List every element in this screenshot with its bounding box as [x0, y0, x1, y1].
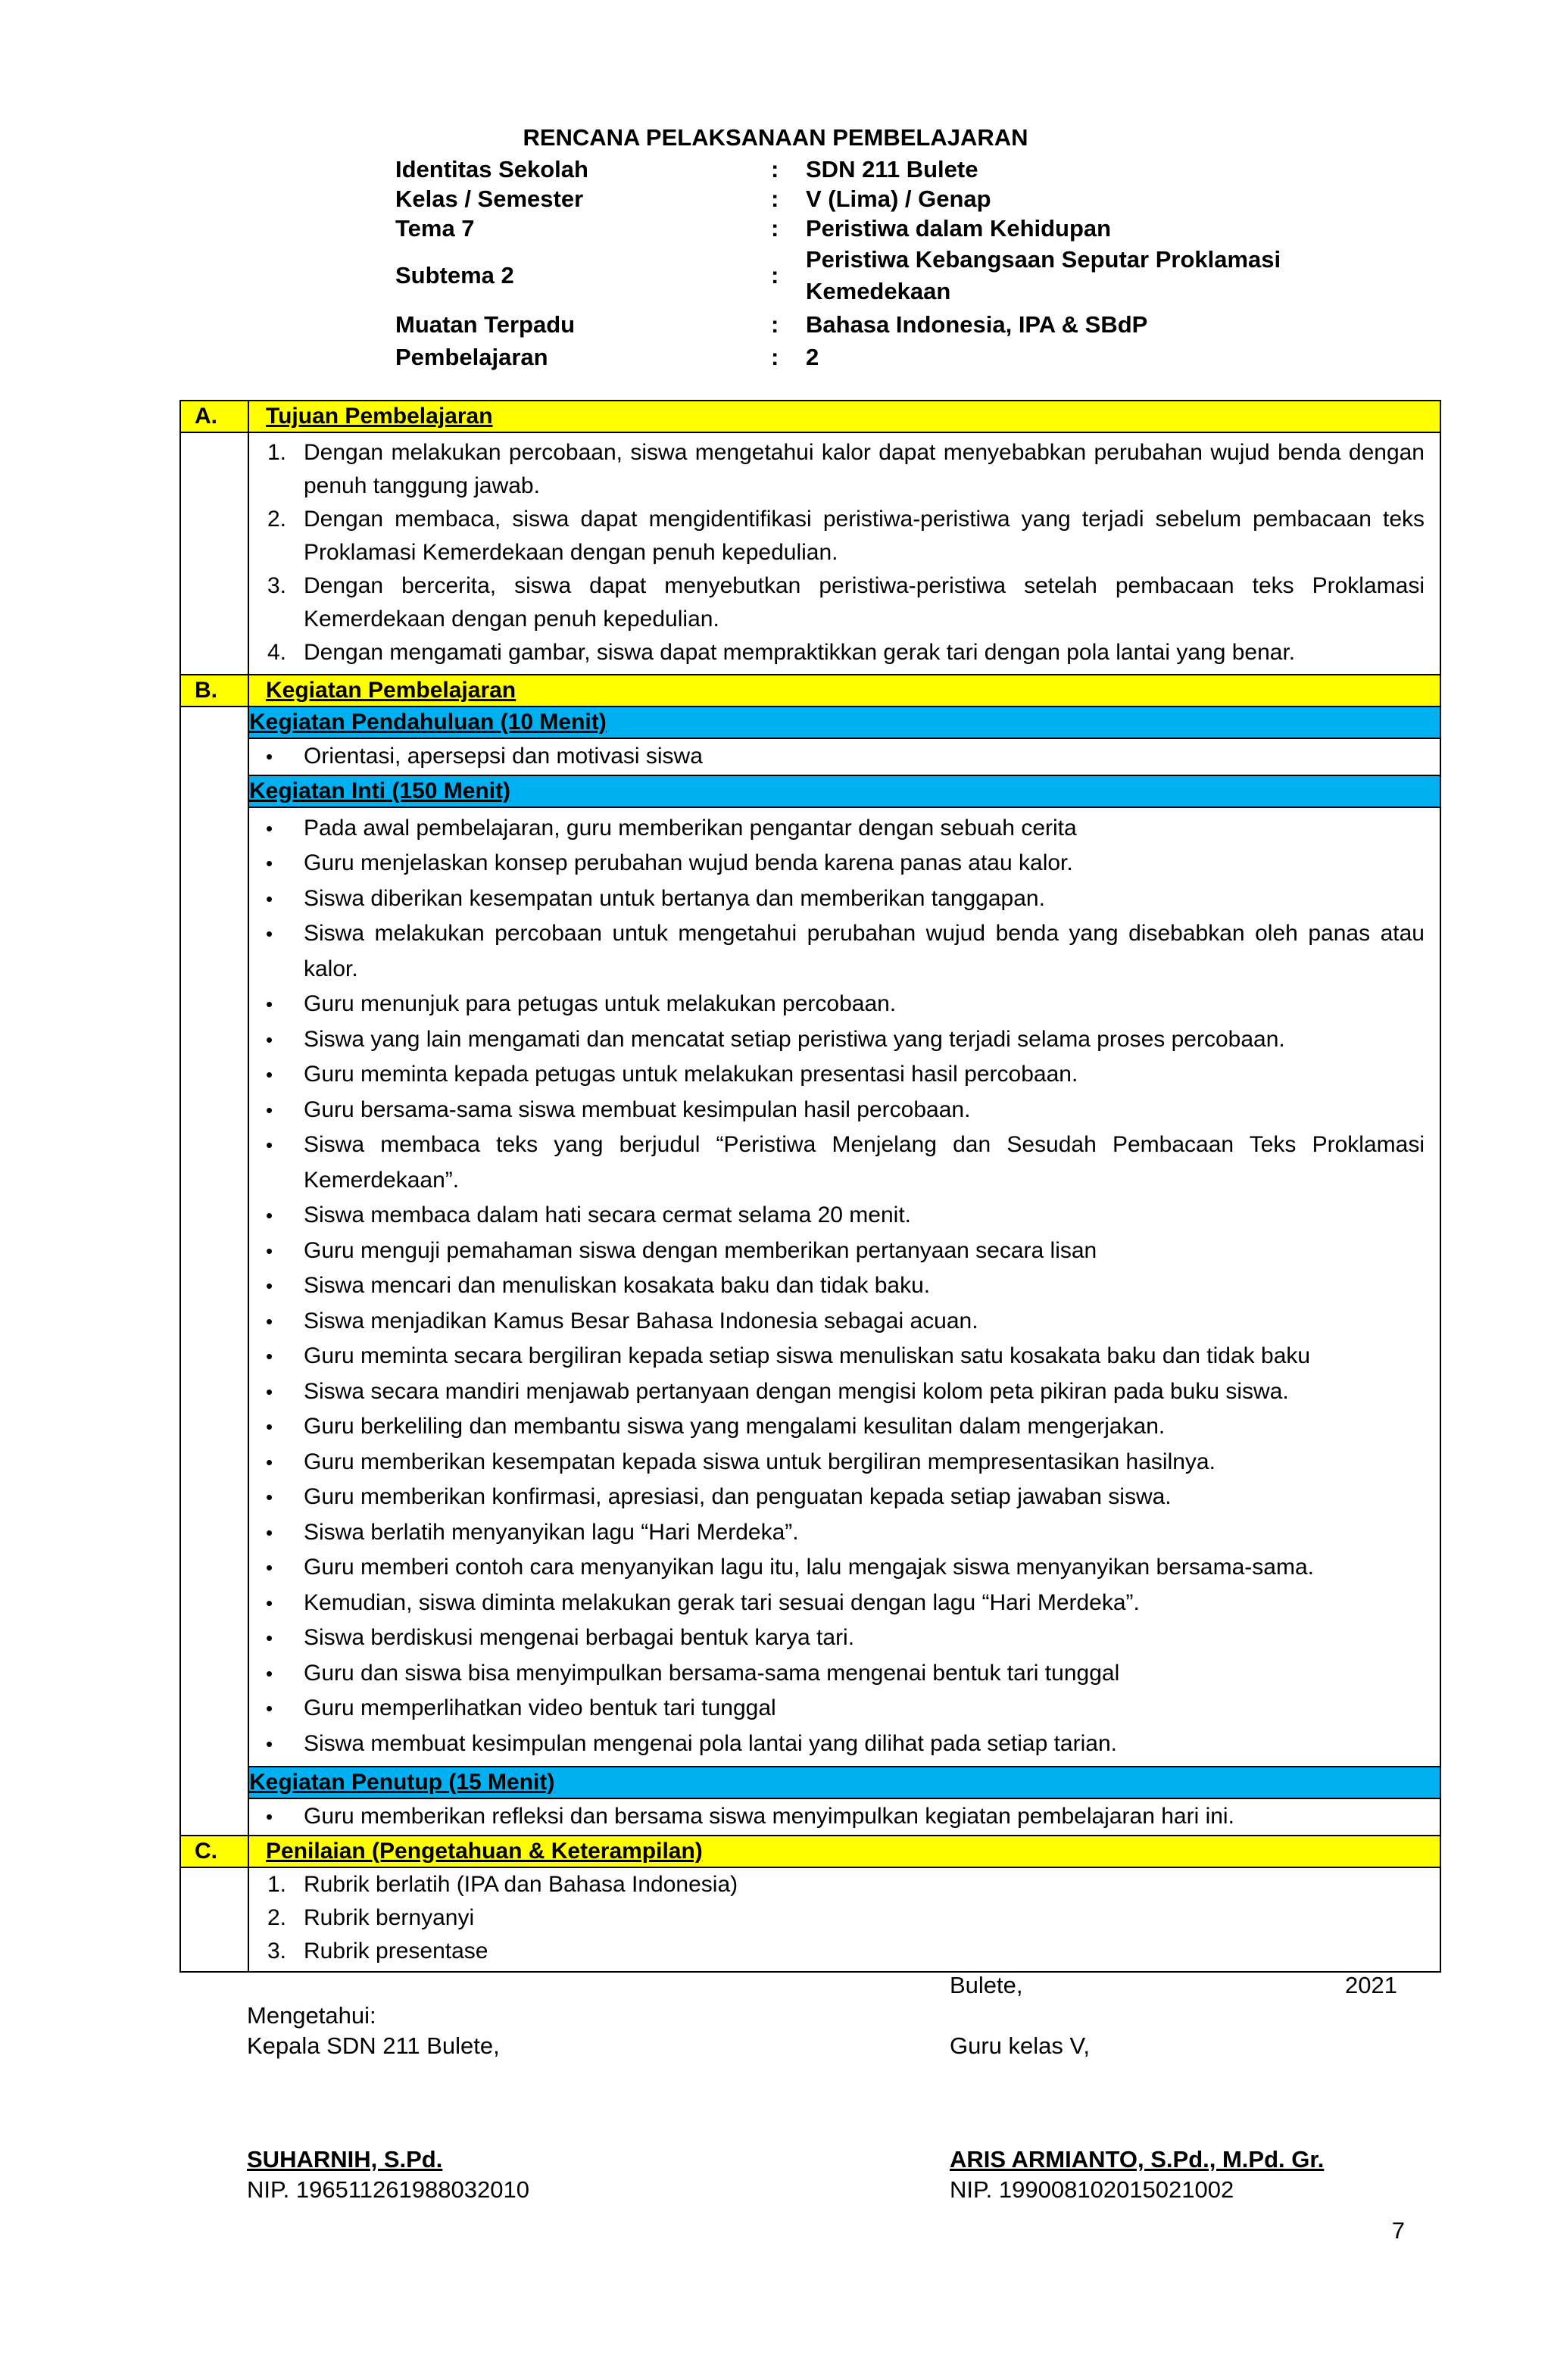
inti-body	[180, 807, 1440, 1767]
list-item	[249, 1057, 1440, 1093]
list-item	[249, 846, 1440, 881]
bullet-icon: •	[266, 1732, 273, 1755]
identity-row	[395, 185, 1334, 214]
item-text: Siswa berlatih menyanyikan lagu “Hari Merdeka”.	[304, 1519, 799, 1545]
identity-value: V (Lima) / Genap	[806, 186, 991, 212]
bullet-icon: •	[266, 1697, 273, 1720]
item-number: 1.	[267, 440, 287, 465]
item-text: Siswa membuat kesimpulan mengenai pola lantai yang dilihat pada setiap tarian.	[304, 1730, 1117, 1756]
bullet-icon: •	[266, 993, 273, 1015]
list-item	[249, 1445, 1440, 1480]
item-text: Guru berkeliling dan membantu siswa yang mengalami kesulitan dalam mengerjakan.	[304, 1414, 1166, 1439]
item-text: Guru bersama-sama siswa membuat kesimpulan hasil percobaan.	[304, 1096, 971, 1122]
acknowledge-label: Mengetahui:	[247, 2002, 376, 2029]
bullet-icon: •	[266, 1415, 273, 1438]
item-text: Rubrik presentase	[304, 1938, 488, 1964]
list-item	[249, 1550, 1440, 1586]
list-item	[249, 1198, 1440, 1234]
list-item	[249, 1901, 1440, 1935]
item-number: 4.	[267, 640, 287, 665]
list-item	[249, 1515, 1440, 1551]
list-item	[249, 436, 1440, 503]
identity-colon: :	[771, 311, 779, 338]
item-text: Guru meminta kepada petugas untuk melakukan presentasi hasil percobaan.	[304, 1062, 1078, 1087]
list-item	[249, 1480, 1440, 1515]
item-text: Siswa melakukan percobaan untuk mengetahui perubahan wujud benda yang disebabkan oleh panas atau kalor.	[304, 921, 1425, 981]
bullet-icon: •	[266, 1627, 273, 1649]
bullet-icon: •	[266, 1805, 273, 1828]
objectives-list	[249, 433, 1440, 674]
list-item	[249, 636, 1440, 669]
item-text: Siswa diberikan kesempatan untuk bertanya dan memberikan tanggapan.	[304, 885, 1045, 911]
right-signatory-name: ARIS ARMIANTO, S.Pd., M.Pd. Gr.	[950, 2146, 1325, 2173]
bullet-icon: •	[266, 852, 273, 875]
assessment-list	[249, 1868, 1440, 1971]
bullet-icon: •	[266, 745, 273, 768]
list-item	[249, 1128, 1440, 1198]
left-signatory-name: SUHARNIH, S.Pd.	[247, 2146, 443, 2173]
bullet-icon: •	[266, 1521, 273, 1544]
penutup-body	[180, 1798, 1440, 1836]
identity-colon: :	[771, 186, 779, 212]
item-number: 2.	[267, 1904, 287, 1930]
list-item	[249, 811, 1440, 847]
item-text: Rubrik berlatih (IPA dan Bahasa Indonesia)	[304, 1871, 738, 1897]
item-text: Dengan melakukan percobaan, siswa mengetahui kalor dapat menyebabkan perubahan wujud benda dengan penuh tanggung jawab.	[304, 440, 1425, 498]
item-text: Siswa mencari dan menuliskan kosakata baku dan tidak baku.	[304, 1273, 931, 1298]
item-number: 2.	[267, 507, 287, 532]
bullet-icon: •	[266, 1204, 273, 1227]
item-text: Pada awal pembelajaran, guru memberikan pengantar dengan sebuah cerita	[304, 815, 1077, 841]
identity-colon: :	[771, 344, 779, 370]
bullet-icon: •	[266, 1486, 273, 1508]
section-b-header	[180, 675, 1440, 707]
list-item	[249, 1409, 1440, 1445]
pendahuluan-list	[249, 739, 1440, 775]
list-item	[249, 569, 1440, 636]
item-text: Guru menjelaskan konsep perubahan wujud benda karena panas atau kalor.	[304, 850, 1073, 875]
item-text: Orientasi, apersepsi dan motivasi siswa	[304, 744, 703, 769]
item-text: Dengan membaca, siswa dapat mengidentifikasi peristiwa-peristiwa yang terjadi sebelum pembacaan teks Proklamasi Kemerdekaan dengan penuh kepedulian.	[304, 507, 1425, 565]
penutup-list	[249, 1799, 1440, 1835]
right-role: Guru kelas V,	[950, 2032, 1090, 2059]
item-text: Guru memberikan refleksi dan bersama siswa menyimpulkan kegiatan pembelajaran hari ini.	[304, 1804, 1234, 1829]
bullet-icon: •	[266, 1661, 273, 1685]
item-text: Siswa berdiskusi mengenai berbagai bentuk karya tari.	[304, 1625, 855, 1650]
list-item	[249, 1234, 1440, 1269]
list-item	[249, 1620, 1440, 1656]
rpp-table	[179, 400, 1441, 1973]
inti-header-row	[180, 775, 1440, 807]
identity-value: SDN 211 Bulete	[806, 156, 978, 182]
identity-value: Bahasa Indonesia, IPA & SBdP	[806, 311, 1148, 338]
bullet-icon: •	[266, 1556, 273, 1579]
item-text: Guru menguji pemahaman siswa dengan memberikan pertanyaan secara lisan	[304, 1237, 1097, 1263]
identity-label: Pembelajaran	[395, 344, 548, 370]
list-item	[249, 1304, 1440, 1340]
bullet-icon: •	[266, 887, 273, 910]
identity-colon: :	[771, 262, 779, 289]
bullet-icon: •	[266, 1450, 273, 1474]
list-item	[249, 1935, 1440, 1968]
section-c-header	[180, 1836, 1440, 1867]
list-item	[249, 1656, 1440, 1692]
signature-year: 2021	[1345, 1972, 1397, 1998]
item-text: Guru dan siswa bisa menyimpulkan bersama-sama mengenai bentuk tari tunggal	[304, 1660, 1120, 1686]
identity-label: Muatan Terpadu	[395, 311, 576, 338]
identity-row	[395, 154, 1334, 185]
bullet-icon: •	[266, 1591, 273, 1614]
item-text: Guru memperlihatkan video bentuk tari tunggal	[304, 1695, 776, 1720]
identity-label: Kelas / Semester	[395, 186, 584, 212]
list-item	[249, 916, 1440, 987]
penutup-header-row	[180, 1767, 1440, 1798]
item-text: Kemudian, siswa diminta melakukan gerak tari sesuai dengan lagu “Hari Merdeka”.	[304, 1589, 1140, 1615]
item-text: Guru memberikan kesempatan kepada siswa untuk bergiliran mempresentasikan hasilnya.	[304, 1449, 1216, 1474]
list-item	[249, 1268, 1440, 1304]
item-text: Guru meminta secara bergiliran kepada setiap siswa menuliskan satu kosakata baku dan tidak baku	[304, 1343, 1311, 1368]
right-signatory-nip: NIP. 199008102015021002	[950, 2176, 1234, 2203]
item-number: 1.	[267, 1871, 287, 1897]
list-item	[249, 1374, 1440, 1410]
pendahuluan-body	[180, 738, 1440, 775]
section-heading: Penilaian (Pengetahuan & Keterampilan)	[248, 1836, 1440, 1867]
left-role: Kepala SDN 211 Bulete,	[247, 2032, 500, 2059]
section-c-body	[180, 1867, 1440, 1972]
identity-colon: :	[771, 215, 779, 242]
section-code: C.	[180, 1836, 248, 1867]
list-item	[249, 1093, 1440, 1128]
list-item	[249, 1339, 1440, 1374]
list-item	[249, 987, 1440, 1022]
item-text: Dengan mengamati gambar, siswa dapat mempraktikkan gerak tari dengan pola lantai yang benar.	[304, 640, 1296, 665]
item-text: Siswa yang lain mengamati dan mencatat setiap peristiwa yang terjadi selama proses percobaan.	[304, 1026, 1285, 1052]
bullet-icon: •	[266, 1380, 273, 1403]
signature-place: Bulete,	[950, 1972, 1023, 1998]
list-item	[249, 1022, 1440, 1058]
left-signatory-nip: NIP. 196511261988032010	[247, 2176, 529, 2203]
item-number: 3.	[267, 573, 287, 598]
list-item	[249, 503, 1440, 569]
pendahuluan-heading: Kegiatan Pendahuluan (10 Menit)	[248, 707, 1440, 738]
document-title: RENCANA PELAKSANAAN PEMBELAJARAN	[523, 124, 1028, 151]
item-number: 3.	[267, 1938, 287, 1964]
identity-row	[395, 244, 1334, 307]
identity-value: Peristiwa Kebangsaan Seputar Proklamasi Kemedekaan	[806, 246, 1281, 304]
identity-label: Tema 7	[395, 215, 475, 242]
bullet-icon: •	[266, 1098, 273, 1121]
list-item	[249, 739, 1440, 775]
list-item	[249, 1799, 1440, 1835]
pendahuluan-header-row	[180, 707, 1440, 738]
bullet-icon: •	[266, 922, 273, 945]
identity-value: Peristiwa dalam Kehidupan	[806, 215, 1112, 242]
list-item	[249, 1868, 1440, 1901]
item-text: Siswa membaca teks yang berjudul “Peristiwa Menjelang dan Sesudah Pembacaan Teks Proklamasi Kemerdekaan”.	[304, 1132, 1425, 1193]
identity-row	[395, 214, 1334, 244]
item-text: Siswa menjadikan Kamus Besar Bahasa Indonesia sebagai acuan.	[304, 1308, 978, 1333]
page-number: 7	[1391, 2217, 1405, 2244]
bullet-icon: •	[266, 1345, 273, 1368]
list-item	[249, 1586, 1440, 1621]
bullet-icon: •	[266, 816, 273, 840]
identity-value: 2	[806, 344, 819, 370]
section-heading: Tujuan Pembelajaran	[248, 401, 1440, 432]
list-item	[249, 1727, 1440, 1762]
item-text: Dengan bercerita, siswa dapat menyebutkan peristiwa-peristiwa setelah pembacaan teks Proklamasi Kemerdekaan dengan penuh kepedulian.	[304, 573, 1425, 632]
section-heading: Kegiatan Pembelajaran	[248, 675, 1440, 707]
list-item	[249, 881, 1440, 917]
item-text: Siswa membaca dalam hati secara cermat selama 20 menit.	[304, 1202, 912, 1227]
section-a-header	[180, 401, 1440, 432]
bullet-icon: •	[266, 1063, 273, 1086]
identity-block	[395, 154, 1334, 373]
item-text: Siswa secara mandiri menjawab pertanyaan dengan mengisi kolom peta pikiran pada buku siswa.	[304, 1378, 1289, 1404]
item-text: Guru memberi contoh cara menyanyikan lagu itu, lalu mengajak siswa menyanyikan bersama-sama.	[304, 1555, 1314, 1580]
inti-list	[249, 808, 1440, 1767]
bullet-icon: •	[266, 1028, 273, 1051]
section-a-body	[180, 432, 1440, 675]
identity-row	[395, 307, 1334, 342]
bullet-icon: •	[266, 1239, 273, 1262]
identity-label: Subtema 2	[395, 262, 514, 289]
bullet-icon: •	[266, 1309, 273, 1333]
item-text: Rubrik bernyanyi	[304, 1904, 475, 1930]
section-code: A.	[180, 401, 248, 432]
identity-label: Identitas Sekolah	[395, 156, 588, 182]
identity-colon: :	[771, 156, 779, 182]
bullet-icon: •	[266, 1274, 273, 1297]
section-code: B.	[180, 675, 248, 707]
bullet-icon: •	[266, 1134, 273, 1156]
inti-heading: Kegiatan Inti (150 Menit)	[248, 775, 1440, 807]
identity-row	[395, 342, 1334, 373]
penutup-heading: Kegiatan Penutup (15 Menit)	[248, 1767, 1440, 1798]
list-item	[249, 1691, 1440, 1727]
item-text: Guru menunjuk para petugas untuk melakukan percobaan.	[304, 991, 897, 1016]
item-text: Guru memberikan konfirmasi, apresiasi, dan penguatan kepada setiap jawaban siswa.	[304, 1484, 1172, 1509]
